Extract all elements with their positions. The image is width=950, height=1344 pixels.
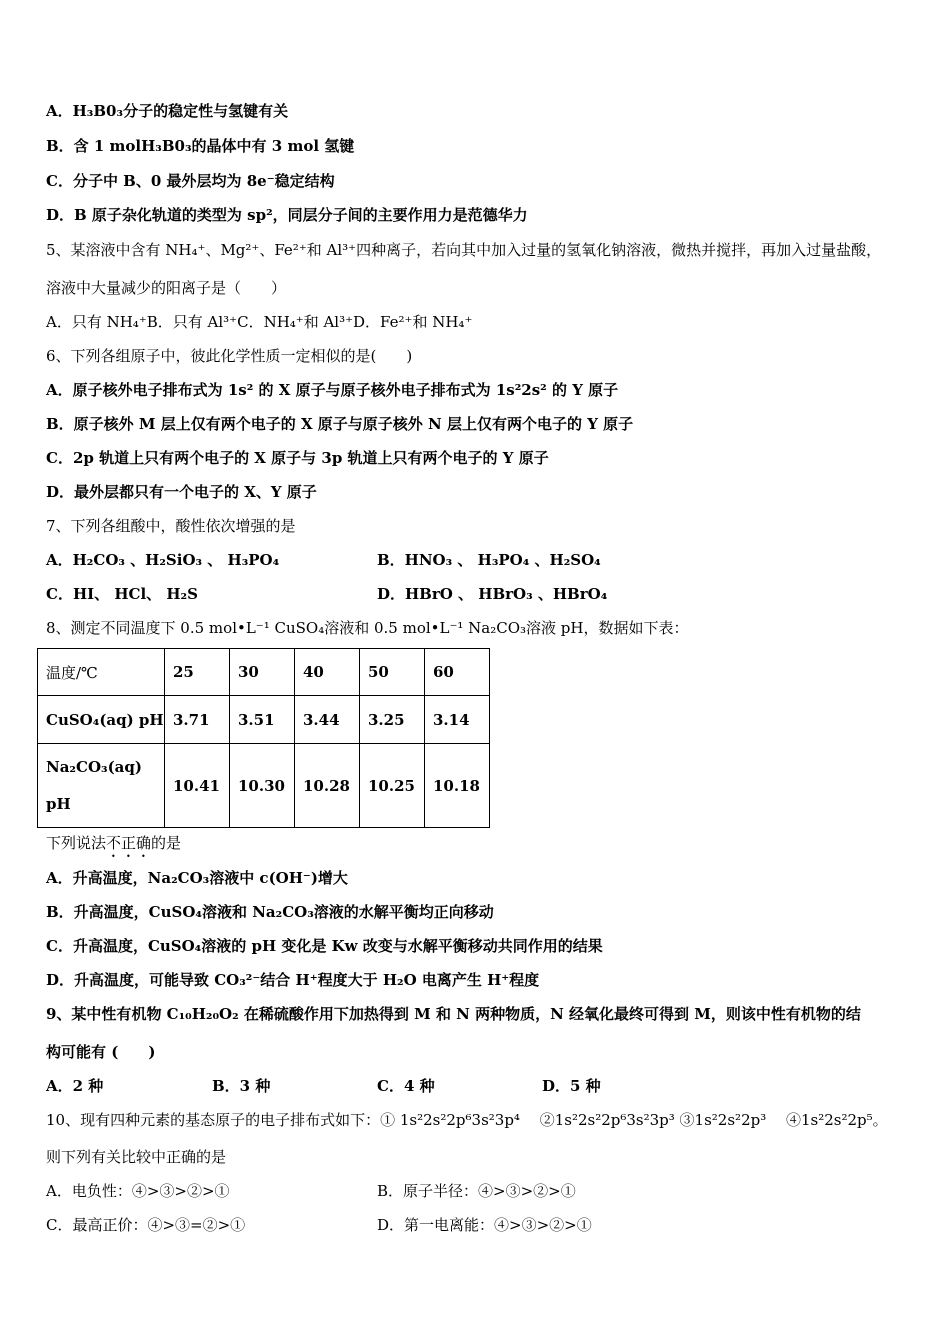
table-cell: 3.71 <box>165 696 230 744</box>
q6-stem: 6、下列各组原子中，彼此化学性质一定相似的是( ) <box>46 347 413 365</box>
table-cell: 3.14 <box>425 696 490 744</box>
q6-option-b: B．原子核外 M 层上仅有两个电子的 X 原子与原子核外 N 层上仅有两个电子的 Y 原子 <box>46 415 634 433</box>
q9-stem-line2: 构可能有 ( ) <box>46 1043 156 1061</box>
table-label-na2co3 <box>38 744 165 828</box>
q5-options: A．只有 NH₄⁺B．只有 Al³⁺C．NH₄⁺和 Al³⁺D．Fe²⁺和 NH₄⁺ <box>46 313 473 331</box>
table-cell: 30 <box>230 649 295 696</box>
q6-option-d: D．最外层都只有一个电子的 X、Y 原子 <box>46 483 317 501</box>
q10-stem-line1: 10、现有四种元素的基态原子的电子排布式如下：① 1s²2s²2p⁶3s²3p⁴ ②1s²2s²2p⁶3s²3p³ ③1s²2s²2p³ ④1s²2s²2p⁵。 <box>46 1111 888 1129</box>
q10-option-c: C．最高正价：④>③=②>① <box>46 1216 246 1234</box>
table-cell: 10.28 <box>295 744 360 828</box>
q9-option-c: C．4 种 <box>377 1077 435 1095</box>
table-cell: 60 <box>425 649 490 696</box>
q5-stem-line1: 5、某溶液中含有 NH₄⁺、Mg²⁺、Fe²⁺和 Al³⁺四种离子，若向其中加入过量的氢氧化钠溶液，微热并搅拌，再加入过量盐酸， <box>46 241 882 259</box>
q7-option-a: A．H₂CO₃ 、H₂SiO₃ 、 H₃PO₄ <box>46 551 280 569</box>
table-cell: 10.30 <box>230 744 295 828</box>
q7-option-b: B．HNO₃ 、 H₃PO₄ 、H₂SO₄ <box>377 551 601 569</box>
q10-option-a: A．电负性：④>③>②>① <box>46 1182 230 1200</box>
q7-option-d: D．HBrO 、 HBrO₃ 、HBrO₄ <box>377 585 608 603</box>
q8-stem: 8、测定不同温度下 0.5 mol•L⁻¹ CuSO₄溶液和 0.5 mol•L⁻¹ Na₂CO₃溶液 pH，数据如下表： <box>46 619 689 637</box>
table-row-temperature <box>38 649 490 696</box>
ph-data-table <box>37 648 490 828</box>
q8-option-b: B．升高温度，CuSO₄溶液和 Na₂CO₃溶液的水解平衡均正向移动 <box>46 903 494 921</box>
q8-option-d: D．升高温度，可能导致 CO₃²⁻结合 H⁺程度大于 H₂O 电离产生 H⁺程度 <box>46 971 540 989</box>
q4-option-d: D．B 原子杂化轨道的类型为 sp²，同层分子间的主要作用力是范德华力 <box>46 206 528 224</box>
table-header-temperature: 温度/℃ <box>38 649 165 696</box>
table-label-na2co3-line1: Na₂CO₃(aq) <box>46 757 142 776</box>
q9-stem-line1: 9、某中性有机物 C₁₀H₂₀O₂ 在稀硫酸作用下加热得到 M 和 N 两种物质，N 经氧化最终可得到 M，则该中性有机物的结 <box>46 1005 861 1023</box>
q9-option-a: A．2 种 <box>46 1077 104 1095</box>
q8-question-pre: 下列说法 <box>46 834 107 852</box>
q7-stem: 7、下列各组酸中，酸性依次增强的是 <box>46 517 296 535</box>
table-cell: 3.25 <box>360 696 425 744</box>
table-cell: 3.44 <box>295 696 360 744</box>
q4-option-b: B．含 1 molH₃B0₃的晶体中有 3 mol 氢键 <box>46 137 355 155</box>
table-row-cuso4 <box>38 696 490 744</box>
q8-question <box>46 833 181 861</box>
table-cell: 50 <box>360 649 425 696</box>
table-cell: 10.41 <box>165 744 230 828</box>
q10-option-d: D．第一电离能：④>③>②>① <box>377 1216 592 1234</box>
q10-option-b: B．原子半径：④>③>②>① <box>377 1182 576 1200</box>
table-cell: 3.51 <box>230 696 295 744</box>
q6-option-c: C．2p 轨道上只有两个电子的 X 原子与 3p 轨道上只有两个电子的 Y 原子 <box>46 449 549 467</box>
q8-question-post: 的是 <box>151 834 182 852</box>
table-cell: 40 <box>295 649 360 696</box>
q5-stem-line2: 溶液中大量减少的阳离子是（ ） <box>46 279 287 297</box>
table-label-na2co3-line2: pH <box>46 794 71 813</box>
q9-option-d: D．5 种 <box>542 1077 601 1095</box>
q7-option-c: C．HI、 HCl、 H₂S <box>46 585 198 603</box>
q8-question-emphasis: 不正确 <box>106 834 152 852</box>
table-row-na2co3 <box>38 744 490 828</box>
q8-option-a: A．升高温度，Na₂CO₃溶液中 c(OH⁻)增大 <box>46 869 348 887</box>
table-cell: 10.25 <box>360 744 425 828</box>
q6-option-a: A．原子核外电子排布式为 1s² 的 X 原子与原子核外电子排布式为 1s²2s² 的 Y 原子 <box>46 381 619 399</box>
q9-option-b: B．3 种 <box>212 1077 271 1095</box>
table-label-cuso4: CuSO₄(aq) pH <box>38 696 165 744</box>
table-cell: 10.18 <box>425 744 490 828</box>
q4-option-c: C．分子中 B、0 最外层均为 8e⁻稳定结构 <box>46 172 335 190</box>
q4-option-a: A．H₃B0₃分子的稳定性与氢键有关 <box>46 102 289 120</box>
q10-stem-line2: 则下列有关比较中正确的是 <box>46 1148 227 1166</box>
table-cell: 25 <box>165 649 230 696</box>
q8-option-c: C．升高温度，CuSO₄溶液的 pH 变化是 Kw 改变与水解平衡移动共同作用的结果 <box>46 937 603 955</box>
